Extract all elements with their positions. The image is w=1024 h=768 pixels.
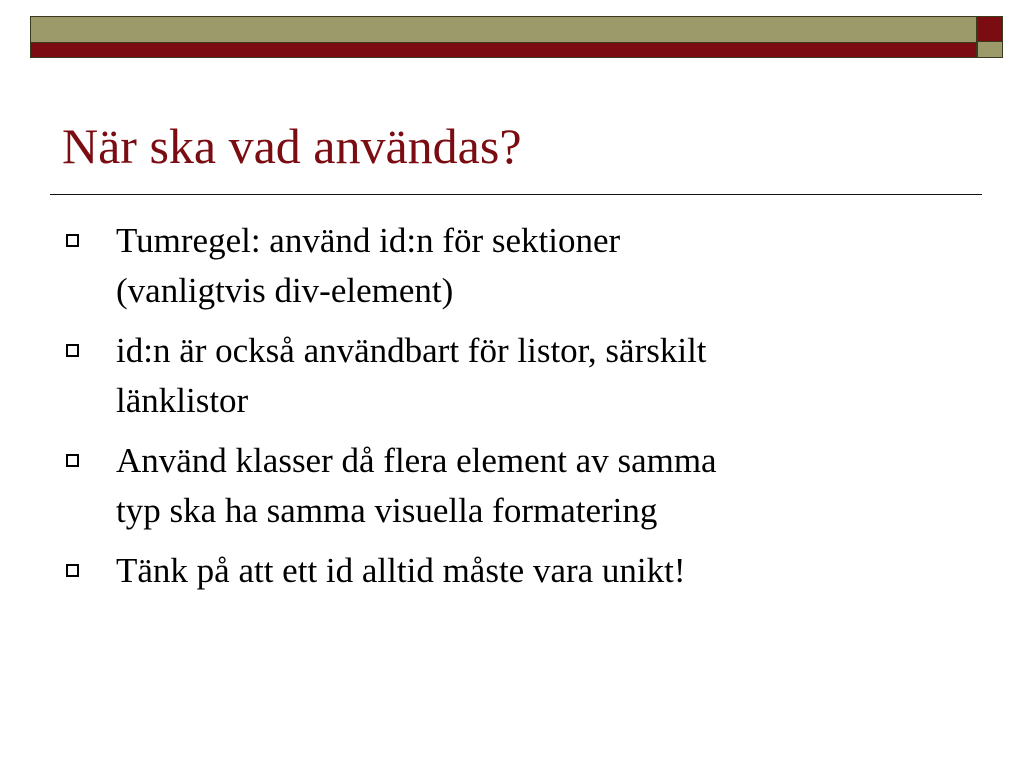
bullet-item xyxy=(66,546,926,596)
bullet-text-line: Använd klasser då flera element av samma xyxy=(116,441,717,480)
bullet-text-line: länklistor xyxy=(116,381,249,420)
corner-block-olive xyxy=(977,41,1003,58)
bullet-text-line: Tumregel: använd id:n för sektioner xyxy=(116,221,621,260)
bullet-text-line: Tänk på att ett id alltid måste vara unikt! xyxy=(116,551,686,590)
hollow-square-bullet-icon xyxy=(66,234,79,247)
header-band xyxy=(30,16,977,58)
hollow-square-bullet-icon xyxy=(66,344,79,357)
hollow-square-bullet-icon xyxy=(66,454,79,467)
slide-title: När ska vad användas? xyxy=(62,118,522,174)
bullet-text-line: (vanligtvis div-element) xyxy=(116,271,454,310)
bullet-item xyxy=(66,326,926,426)
bullet-list xyxy=(66,216,926,606)
bullet-text-line: typ ska ha samma visuella formatering xyxy=(116,491,658,530)
title-divider xyxy=(50,194,982,195)
bullet-text-line: id:n är också användbart för listor, särskilt xyxy=(116,331,707,370)
hollow-square-bullet-icon xyxy=(66,564,79,577)
bullet-item xyxy=(66,216,926,316)
corner-block-red xyxy=(977,16,1003,42)
header-band-olive-stripe xyxy=(31,17,976,43)
bullet-item xyxy=(66,436,926,536)
